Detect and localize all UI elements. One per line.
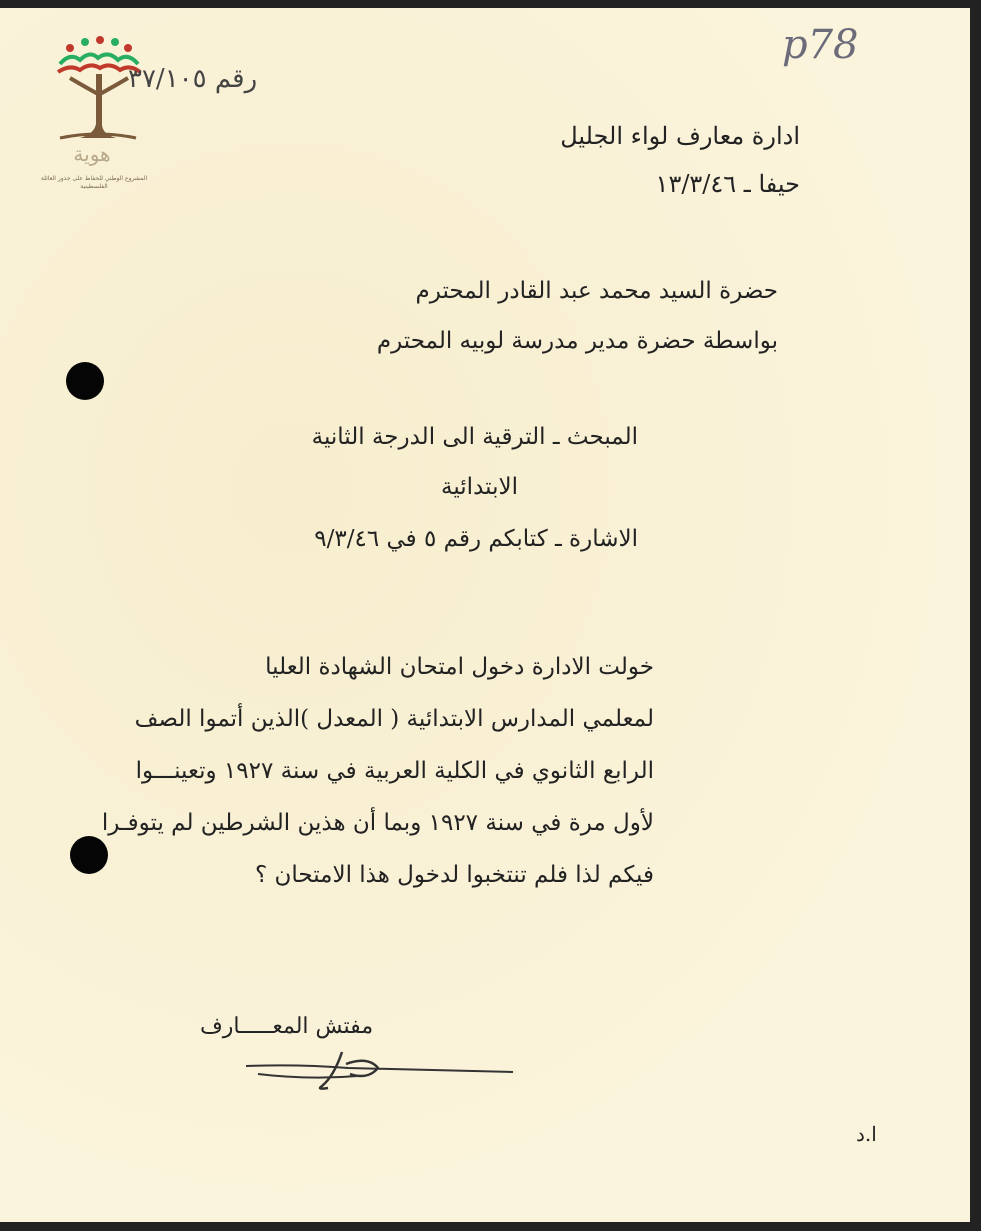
footer-initials: ا.د [856, 1122, 877, 1146]
body-line-2: لمعلمي المدارس الابتدائية ( المعدل )الذين أتموا الصف [134, 706, 654, 732]
body-line-5: فيكم لذا فلم تنتخبوا لدخول هذا الامتحان ؟ [254, 862, 654, 888]
subject-reference: الاشارة ـ كتابكم رقم ٥ في ٩/٣/٤٦ [314, 526, 638, 552]
body-line-4: لأول مرة في سنة ١٩٢٧ وبما أن هذين الشرطين لم يتوفـرا [101, 810, 654, 836]
punch-hole-top [66, 362, 104, 400]
logo-word: هوية [73, 142, 111, 166]
heritage-tree-logo [40, 34, 150, 194]
logo-caption: المشروع الوطني للحفاظ على جذور العائلة الفلسطينية [40, 175, 148, 190]
scan-border-right [970, 0, 981, 1231]
handwritten-signature [238, 1046, 528, 1096]
reference-number: رقم ٣٧/١٠٥ [128, 64, 258, 94]
signature-title: مفتش المعـــــارف [200, 1014, 374, 1039]
scan-border-bottom [0, 1222, 981, 1231]
subject-line-1: المبحث ـ الترقية الى الدرجة الثانية [311, 424, 638, 450]
scan-border-top [0, 0, 981, 8]
punch-hole-bottom [70, 836, 108, 874]
addressee-line-1: حضرة السيد محمد عبد القادر المحترم [415, 278, 778, 304]
body-line-1: خولت الادارة دخول امتحان الشهادة العليا [265, 654, 654, 680]
handwritten-mark: p78 [782, 22, 859, 68]
subject-line-2: الابتدائية [441, 474, 518, 500]
addressee-line-2: بواسطة حضرة مدير مدرسة لوبيه المحترم [376, 328, 778, 354]
place-date: حيفا ـ ١٣/٣/٤٦ [655, 170, 800, 198]
issuing-office: ادارة معارف لواء الجليل [560, 122, 800, 150]
body-line-3: الرابع الثانوي في الكلية العربية في سنة ١٩٢٧ وتعينـــوا [135, 758, 654, 784]
